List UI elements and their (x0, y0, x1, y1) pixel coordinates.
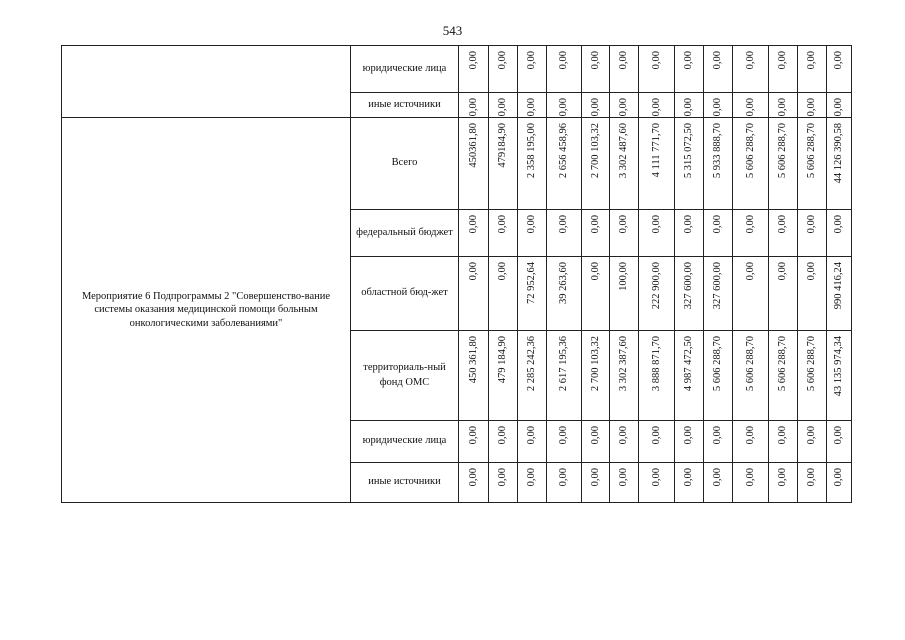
value-text: 39 263,60 (557, 262, 569, 304)
value-cell (798, 421, 827, 463)
value-text: 0,00 (682, 468, 694, 487)
value-cell (459, 331, 489, 421)
value-cell (798, 46, 827, 93)
value-cell (459, 210, 489, 257)
value-cell (610, 93, 639, 118)
value-cell (582, 463, 610, 503)
value-cell (547, 257, 582, 331)
value-cell (733, 210, 769, 257)
value-text: 0,00 (776, 262, 788, 281)
value-text: 0,00 (744, 51, 756, 70)
value-text: 0,00 (744, 468, 756, 487)
value-cell (518, 463, 547, 503)
value-cell (769, 463, 798, 503)
measure-name-cell: Мероприятие 6 Подпрограммы 2 "Совершенство-вание системы оказания медицинской помощи больным онкологическими заболеваниями" (62, 118, 351, 503)
value-cell (518, 93, 547, 118)
measure-name-cell (62, 46, 351, 118)
funding-source-cell: юридические лица (351, 46, 459, 93)
value-cell (827, 463, 852, 503)
value-text: 3 302 487,60 (617, 123, 629, 179)
value-text: 2 285 242,36 (525, 336, 537, 392)
value-cell (798, 331, 827, 421)
value-cell (489, 421, 518, 463)
value-cell (704, 421, 733, 463)
value-cell (827, 118, 852, 210)
value-text: 5 606 288,70 (805, 123, 817, 179)
value-text: 0,00 (776, 215, 788, 234)
value-text: 0,00 (711, 98, 723, 117)
value-cell (733, 331, 769, 421)
value-text: 327 600,00 (682, 262, 694, 310)
value-cell (798, 463, 827, 503)
value-cell (518, 210, 547, 257)
value-text: 0,00 (589, 51, 601, 70)
value-text: 72 952,64 (525, 262, 537, 304)
value-text: 5 606 288,70 (776, 123, 788, 179)
value-cell (827, 210, 852, 257)
value-text: 0,00 (589, 468, 601, 487)
value-text: 0,00 (589, 215, 601, 234)
value-cell (518, 46, 547, 93)
funding-source-cell: территориаль-ный фонд ОМС (351, 331, 459, 421)
value-cell (547, 421, 582, 463)
value-text: 0,00 (617, 426, 629, 445)
value-text: 0,00 (617, 98, 629, 117)
value-cell (459, 93, 489, 118)
value-text: 5 606 288,70 (776, 336, 788, 392)
funding-source-cell: иные источники (351, 93, 459, 118)
value-cell (827, 93, 852, 118)
value-text: 2 617 195,36 (557, 336, 569, 392)
value-text: 0,00 (557, 468, 569, 487)
value-text: 0,00 (496, 426, 508, 445)
value-text: 0,00 (496, 51, 508, 70)
value-cell (639, 118, 675, 210)
value-text: 0,00 (589, 262, 601, 281)
value-text: 0,00 (525, 98, 537, 117)
value-cell (798, 118, 827, 210)
value-text: 0,00 (805, 468, 817, 487)
value-text: 0,00 (557, 98, 569, 117)
value-cell (704, 118, 733, 210)
value-cell (769, 46, 798, 93)
value-text: 0,00 (650, 98, 662, 117)
value-cell (582, 257, 610, 331)
value-cell (733, 257, 769, 331)
value-cell (518, 257, 547, 331)
value-cell (489, 331, 518, 421)
value-cell (769, 421, 798, 463)
value-text: 450 361,80 (467, 336, 479, 384)
value-cell (704, 331, 733, 421)
value-text: 3 302 387,60 (617, 336, 629, 392)
value-cell (639, 210, 675, 257)
value-cell (675, 331, 704, 421)
value-text: 0,00 (776, 51, 788, 70)
value-cell (547, 46, 582, 93)
value-text: 5 606 288,70 (711, 336, 723, 392)
value-cell (675, 118, 704, 210)
value-text: 0,00 (744, 426, 756, 445)
value-text: 0,00 (711, 468, 723, 487)
value-text: 0,00 (744, 262, 756, 281)
value-cell (518, 118, 547, 210)
value-text: 479 184,90 (496, 336, 508, 384)
funding-source-cell: федеральный бюджет (351, 210, 459, 257)
value-text: 0,00 (776, 98, 788, 117)
value-text: 0,00 (525, 426, 537, 445)
value-text: 0,00 (496, 468, 508, 487)
value-cell (769, 331, 798, 421)
value-cell (733, 421, 769, 463)
value-text: 0,00 (832, 468, 844, 487)
value-text: 0,00 (617, 51, 629, 70)
value-text: 0,00 (650, 426, 662, 445)
value-cell (547, 210, 582, 257)
value-cell (733, 118, 769, 210)
value-cell (610, 46, 639, 93)
value-cell (769, 257, 798, 331)
value-cell (798, 210, 827, 257)
value-cell (489, 118, 518, 210)
value-text: 0,00 (711, 426, 723, 445)
value-cell (547, 463, 582, 503)
value-text: 0,00 (832, 215, 844, 234)
value-text: 4 987 472,50 (682, 336, 694, 392)
value-text: 479184,90 (496, 123, 508, 168)
table-row (62, 46, 852, 93)
value-text: 0,00 (589, 98, 601, 117)
value-cell (675, 421, 704, 463)
funding-table (61, 45, 852, 503)
value-cell (827, 257, 852, 331)
value-cell (610, 257, 639, 331)
value-text: 0,00 (711, 51, 723, 70)
value-cell (459, 421, 489, 463)
value-text: 0,00 (557, 215, 569, 234)
value-cell (459, 118, 489, 210)
value-cell (582, 93, 610, 118)
value-cell (610, 421, 639, 463)
page-number: 543 (442, 23, 463, 38)
value-text: 0,00 (557, 51, 569, 70)
value-text: 0,00 (682, 51, 694, 70)
value-cell (798, 93, 827, 118)
value-text: 2 358 195,00 (525, 123, 537, 179)
value-text: 0,00 (805, 426, 817, 445)
value-text: 0,00 (467, 98, 479, 117)
value-text: 222 900,00 (650, 262, 662, 310)
value-text: 3 888 871,70 (650, 336, 662, 392)
value-text: 0,00 (744, 215, 756, 234)
value-text: 0,00 (805, 215, 817, 234)
value-text: 0,00 (650, 51, 662, 70)
value-text: 5 606 288,70 (805, 336, 817, 392)
value-text: 0,00 (776, 426, 788, 445)
value-text: 0,00 (682, 98, 694, 117)
value-text: 0,00 (525, 215, 537, 234)
value-text: 450361,80 (467, 123, 479, 168)
value-cell (704, 463, 733, 503)
value-text: 990 416,24 (832, 262, 844, 310)
value-text: 0,00 (525, 468, 537, 487)
value-text: 2 656 458,96 (557, 123, 569, 179)
value-cell (459, 257, 489, 331)
value-text: 0,00 (650, 468, 662, 487)
value-cell (639, 93, 675, 118)
funding-source-cell: областной бюд-жет (351, 257, 459, 331)
value-cell (518, 331, 547, 421)
value-cell (704, 210, 733, 257)
value-text: 0,00 (805, 262, 817, 281)
value-text: 0,00 (467, 51, 479, 70)
value-cell (582, 46, 610, 93)
value-cell (827, 421, 852, 463)
value-cell (675, 93, 704, 118)
value-text: 0,00 (832, 51, 844, 70)
value-cell (639, 257, 675, 331)
value-text: 0,00 (617, 215, 629, 234)
value-cell (827, 46, 852, 93)
value-cell (489, 463, 518, 503)
value-text: 44 126 390,58 (832, 123, 844, 184)
value-text: 0,00 (617, 468, 629, 487)
value-cell (704, 46, 733, 93)
value-text: 0,00 (832, 426, 844, 445)
value-text: 0,00 (805, 51, 817, 70)
value-cell (582, 421, 610, 463)
value-cell (459, 463, 489, 503)
value-cell (610, 210, 639, 257)
value-cell (769, 118, 798, 210)
value-text: 0,00 (496, 262, 508, 281)
value-text: 4 111 771,70 (650, 123, 662, 178)
value-text: 0,00 (589, 426, 601, 445)
value-cell (733, 463, 769, 503)
value-cell (547, 118, 582, 210)
funding-source-cell: юридические лица (351, 421, 459, 463)
value-cell (675, 463, 704, 503)
value-text: 0,00 (496, 215, 508, 234)
value-cell (639, 421, 675, 463)
value-cell (639, 463, 675, 503)
value-cell (610, 331, 639, 421)
table-row (62, 118, 852, 210)
value-cell (639, 331, 675, 421)
value-text: 0,00 (557, 426, 569, 445)
value-text: 43 135 974,34 (832, 336, 844, 397)
value-text: 0,00 (682, 215, 694, 234)
value-cell (675, 210, 704, 257)
value-text: 5 606 288,70 (744, 336, 756, 392)
funding-source-cell: иные источники (351, 463, 459, 503)
value-text: 0,00 (776, 468, 788, 487)
value-cell (610, 463, 639, 503)
value-text: 0,00 (467, 426, 479, 445)
value-cell (459, 46, 489, 93)
value-text: 5 315 072,50 (682, 123, 694, 179)
value-text: 0,00 (467, 262, 479, 281)
value-cell (704, 257, 733, 331)
value-text: 0,00 (832, 98, 844, 117)
value-cell (798, 257, 827, 331)
funding-source-cell: Всего (351, 118, 459, 210)
value-cell (489, 210, 518, 257)
value-cell (704, 93, 733, 118)
value-text: 0,00 (682, 426, 694, 445)
value-text: 5 606 288,70 (744, 123, 756, 179)
value-cell (733, 93, 769, 118)
value-text: 0,00 (805, 98, 817, 117)
value-text: 0,00 (525, 51, 537, 70)
value-text: 327 600,00 (711, 262, 723, 310)
value-text: 0,00 (650, 215, 662, 234)
value-cell (489, 46, 518, 93)
value-cell (582, 118, 610, 210)
value-cell (547, 93, 582, 118)
value-text: 5 933 888,70 (711, 123, 723, 179)
value-cell (489, 93, 518, 118)
value-cell (769, 93, 798, 118)
value-cell (610, 118, 639, 210)
value-cell (769, 210, 798, 257)
value-text: 100,00 (617, 262, 629, 291)
value-text: 2 700 103,32 (589, 336, 601, 392)
value-cell (489, 257, 518, 331)
value-cell (547, 331, 582, 421)
value-text: 0,00 (467, 468, 479, 487)
value-cell (582, 331, 610, 421)
value-cell (675, 46, 704, 93)
value-cell (733, 46, 769, 93)
value-text: 0,00 (496, 98, 508, 117)
value-cell (827, 331, 852, 421)
value-text: 0,00 (467, 215, 479, 234)
value-text: 0,00 (744, 98, 756, 117)
value-cell (518, 421, 547, 463)
value-cell (639, 46, 675, 93)
value-cell (582, 210, 610, 257)
value-text: 0,00 (711, 215, 723, 234)
value-cell (675, 257, 704, 331)
value-text: 2 700 103,32 (589, 123, 601, 179)
